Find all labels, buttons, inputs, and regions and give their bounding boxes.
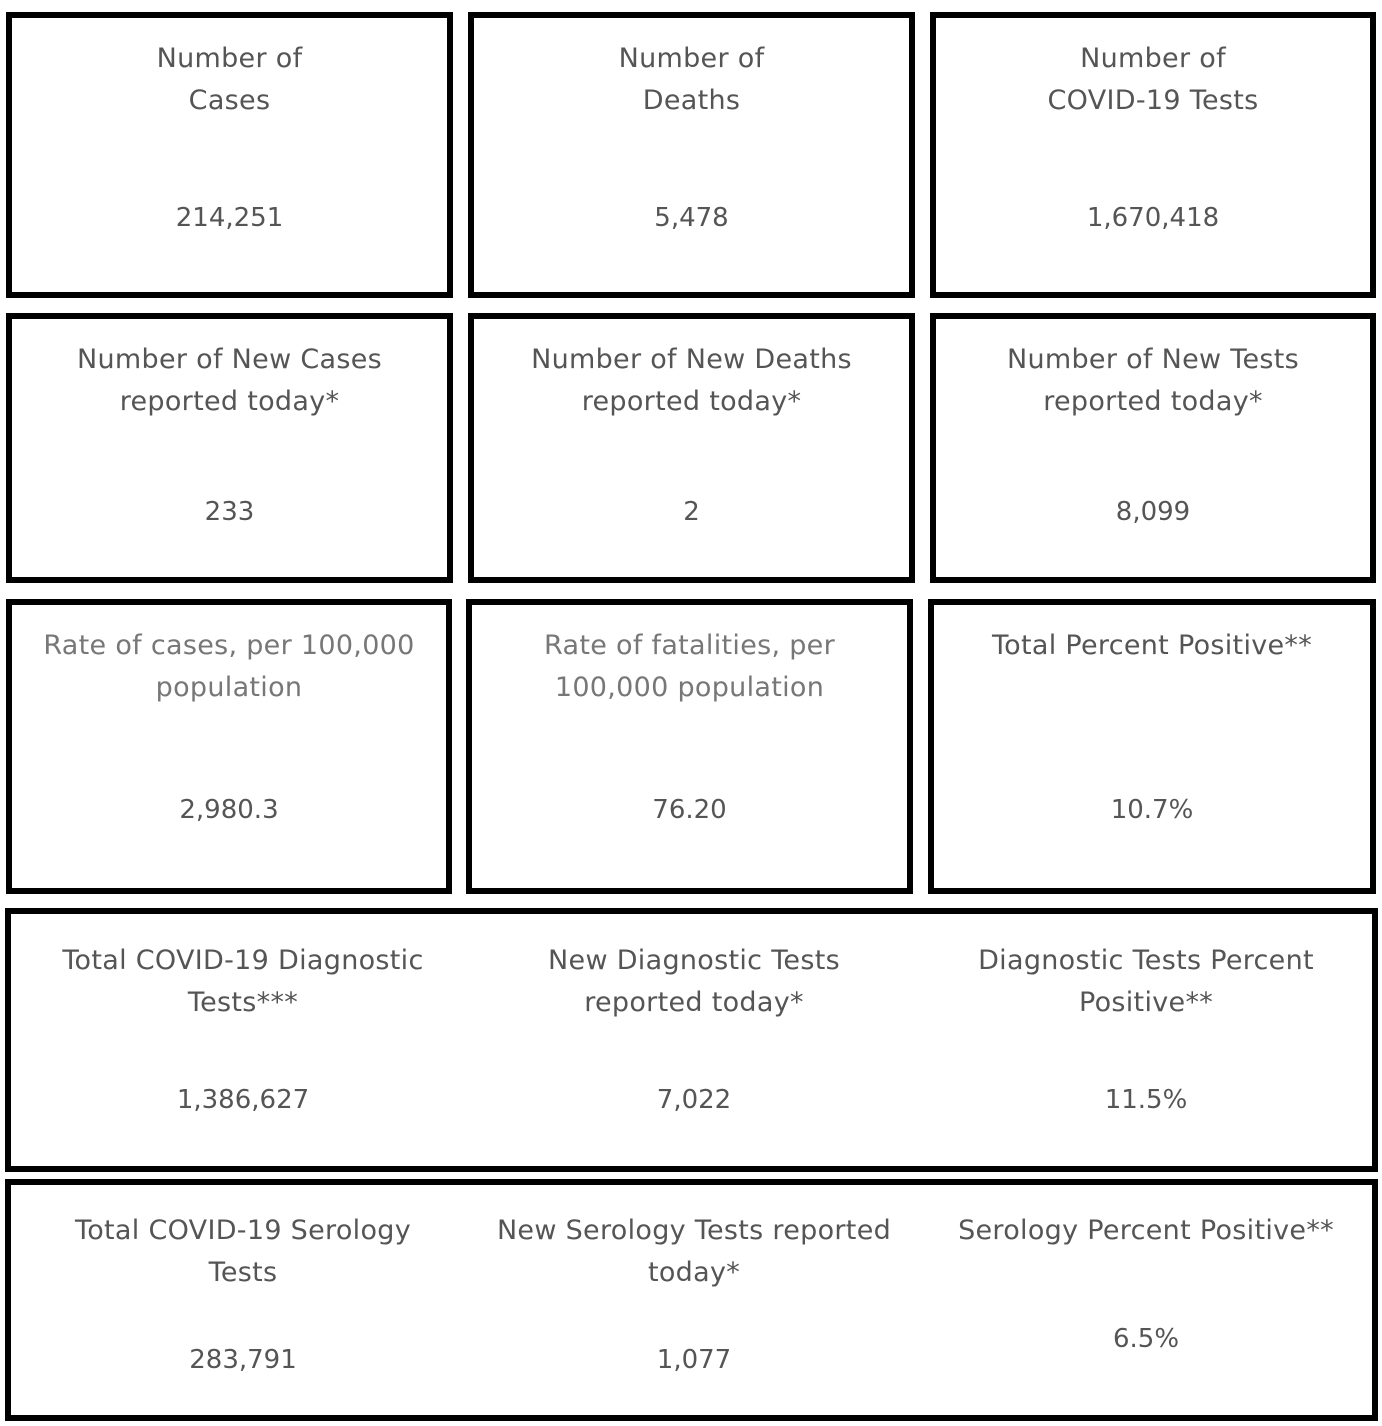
cases-label-line1: Number of (156, 43, 303, 74)
tests-label-line2: COVID-19 Tests (1047, 85, 1259, 116)
new-cases-card (6, 313, 453, 583)
cases-value: 214,251 (175, 203, 284, 233)
case-rate-label-line1: Rate of cases, per 100,000 (43, 630, 415, 661)
percent-positive-value: 10.7% (1110, 795, 1194, 825)
new-tests-label-line2: reported today* (1043, 386, 1263, 417)
deaths-label-line2: Deaths (642, 85, 741, 116)
new-tests-label-line1: Number of New Tests (1006, 344, 1300, 375)
serology-total-label-line2: Tests (208, 1257, 278, 1288)
new-deaths-value: 2 (683, 497, 700, 527)
deaths-card (468, 12, 915, 298)
serology-positive-value: 6.5% (1112, 1324, 1180, 1354)
serology-tests-panel (5, 1179, 1378, 1421)
percent-positive-card (928, 599, 1376, 894)
deaths-value: 5,478 (654, 203, 729, 233)
diagnostic-tests-panel (5, 908, 1378, 1172)
serology-total-cell (25, 1185, 461, 1415)
diagnostic-positive-label-line2: Positive** (1078, 987, 1214, 1018)
diagnostic-new-label-line2: reported today* (584, 987, 804, 1018)
diagnostic-total-label-line2: Tests*** (187, 987, 299, 1018)
cases-label-line2: Cases (188, 85, 271, 116)
new-cases-value: 233 (204, 497, 255, 527)
new-cases-label-line1: Number of New Cases (77, 344, 382, 375)
tests-card (930, 12, 1376, 298)
new-tests-card (930, 313, 1376, 583)
serology-total-value: 283,791 (189, 1345, 297, 1375)
percent-positive-label: Total Percent Positive** (991, 630, 1313, 661)
fatality-rate-value: 76.20 (652, 795, 727, 825)
new-cases-label-line2: reported today* (119, 386, 340, 417)
case-rate-card (6, 599, 452, 894)
diagnostic-total-value: 1,386,627 (176, 1085, 310, 1115)
case-rate-value: 2,980.3 (179, 795, 279, 825)
new-deaths-card (468, 313, 915, 583)
diagnostic-positive-value: 11.5% (1104, 1085, 1188, 1115)
fatality-rate-label-line1: Rate of fatalities, per (544, 630, 835, 661)
diagnostic-total-label-line1: Total COVID-19 Diagnostic (62, 945, 424, 976)
diagnostic-total-cell (25, 914, 461, 1166)
tests-label-line1: Number of (1080, 43, 1226, 74)
serology-positive-cell (931, 1185, 1361, 1415)
serology-new-value: 1,077 (656, 1345, 732, 1375)
case-rate-label-line2: population (155, 672, 303, 703)
tests-value: 1,670,418 (1086, 203, 1220, 233)
diagnostic-positive-label-line1: Diagnostic Tests Percent (978, 945, 1314, 976)
diagnostic-new-value: 7,022 (656, 1085, 732, 1115)
diagnostic-new-cell (479, 914, 909, 1166)
new-deaths-label-line2: reported today* (581, 386, 802, 417)
fatality-rate-card (466, 599, 913, 894)
serology-total-label-line1: Total COVID-19 Serology (75, 1215, 411, 1246)
new-deaths-label-line1: Number of New Deaths (531, 344, 852, 375)
cases-card (6, 12, 453, 298)
serology-new-label-line1: New Serology Tests reported (496, 1215, 892, 1246)
diagnostic-positive-cell (931, 914, 1361, 1166)
diagnostic-new-label-line1: New Diagnostic Tests (548, 945, 840, 976)
deaths-label-line1: Number of (618, 43, 765, 74)
serology-new-label-line2: today* (647, 1257, 741, 1288)
fatality-rate-label-line2: 100,000 population (554, 672, 825, 703)
serology-positive-label: Serology Percent Positive** (958, 1215, 1334, 1246)
serology-new-cell (479, 1185, 909, 1415)
new-tests-value: 8,099 (1115, 497, 1191, 527)
